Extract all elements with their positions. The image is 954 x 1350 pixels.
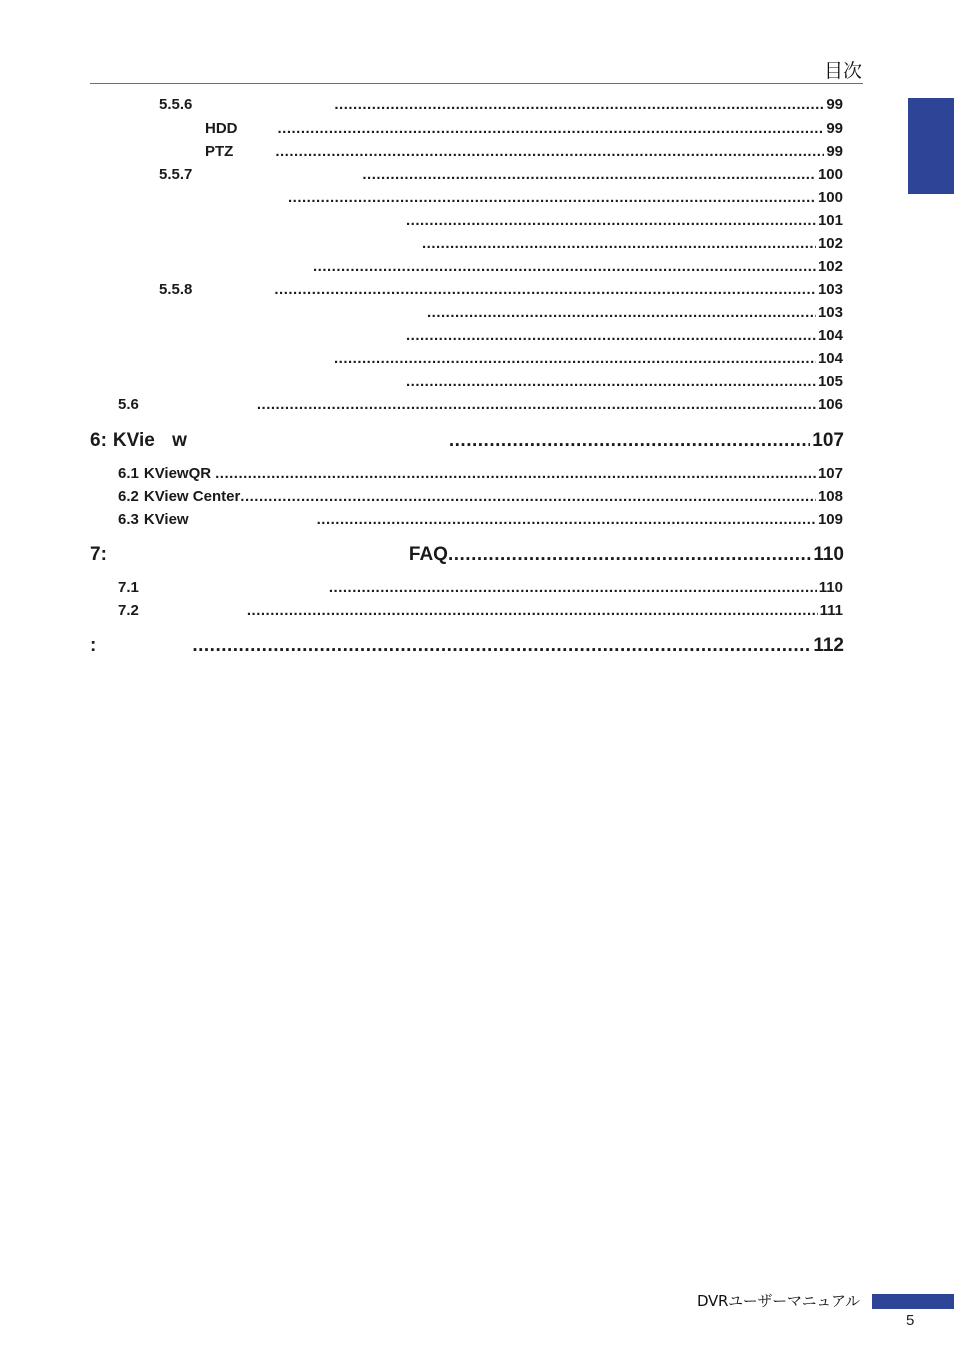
page-number: 5 bbox=[906, 1312, 915, 1329]
toc-entry-label: KView Center bbox=[143, 488, 241, 505]
toc-entry-number: 6.3 bbox=[118, 511, 139, 528]
toc-entry-6-3[interactable] bbox=[118, 511, 843, 528]
toc-chapter-6[interactable] bbox=[90, 430, 844, 452]
toc-entry-sub[interactable] bbox=[420, 235, 843, 252]
toc-entry-page: 99 bbox=[826, 96, 843, 113]
dot-leader bbox=[192, 635, 811, 657]
toc-entry-6-2[interactable] bbox=[118, 488, 843, 505]
toc-entry-page: 103 bbox=[817, 304, 843, 321]
toc-entry-label: KViewQR bbox=[143, 465, 212, 482]
toc-entry-page: 100 bbox=[817, 189, 843, 206]
toc-entry-sub[interactable] bbox=[404, 327, 843, 344]
toc-entry-page: 99 bbox=[826, 143, 843, 160]
dot-leader bbox=[215, 465, 816, 482]
footer-manual-title: DVRユーザーマニュアル bbox=[697, 1292, 860, 1310]
dot-leader bbox=[422, 235, 816, 252]
toc-entry-ptz[interactable] bbox=[205, 143, 843, 160]
toc-entry-number: 5.5.7 bbox=[159, 166, 193, 183]
dot-leader bbox=[240, 488, 816, 505]
toc-entry-page: 108 bbox=[817, 488, 843, 505]
dot-leader bbox=[406, 212, 816, 229]
toc-entry-sub[interactable] bbox=[404, 212, 843, 229]
toc-entry-label: PTZ bbox=[205, 143, 234, 160]
toc-entry-hdd[interactable] bbox=[205, 120, 843, 137]
toc-entry-page: 110 bbox=[813, 544, 844, 565]
header-divider bbox=[90, 83, 863, 84]
toc-entry-sub[interactable] bbox=[404, 373, 843, 390]
toc-entry-page: 105 bbox=[817, 373, 843, 390]
toc-entry-number: 5.5.8 bbox=[159, 281, 193, 298]
toc-entry-5-5-6[interactable] bbox=[159, 96, 843, 113]
toc-entry-number: 6: bbox=[90, 430, 107, 451]
toc-entry-sub[interactable] bbox=[425, 304, 843, 321]
page-header-title: 目次 bbox=[823, 60, 862, 82]
dot-leader bbox=[313, 258, 816, 275]
dot-leader bbox=[406, 373, 816, 390]
toc-entry-page: 99 bbox=[826, 120, 843, 137]
dot-leader bbox=[362, 166, 816, 183]
dot-leader bbox=[274, 281, 816, 298]
dot-leader bbox=[278, 120, 825, 137]
toc-entry-page: 103 bbox=[817, 281, 843, 298]
toc-entry-label: KVie w bbox=[112, 430, 187, 451]
toc-entry-7-2[interactable] bbox=[118, 602, 843, 619]
toc-entry-page: 111 bbox=[819, 602, 843, 619]
dot-leader bbox=[334, 350, 816, 367]
toc-appendix[interactable] bbox=[90, 635, 844, 657]
toc-entry-5-5-8[interactable] bbox=[159, 281, 843, 298]
toc-entry-number: 5.5.6 bbox=[159, 96, 193, 113]
toc-entry-number: 7.1 bbox=[118, 579, 139, 596]
dot-leader bbox=[329, 579, 817, 596]
toc-chapter-7[interactable] bbox=[90, 544, 844, 566]
toc-entry-page: 109 bbox=[817, 511, 843, 528]
chapter-side-tab bbox=[908, 98, 954, 194]
toc-entry-page: 104 bbox=[817, 350, 843, 367]
toc-entry-7-1[interactable] bbox=[118, 579, 843, 596]
toc-entry-page: 106 bbox=[817, 396, 843, 413]
dot-leader bbox=[427, 304, 816, 321]
footer-accent-bar bbox=[872, 1294, 954, 1309]
toc-entry-sub[interactable] bbox=[286, 189, 843, 206]
dot-leader bbox=[257, 396, 816, 413]
toc-entry-page: 107 bbox=[812, 430, 844, 451]
toc-entry-page: 112 bbox=[813, 635, 844, 656]
toc-entry-page: 102 bbox=[817, 258, 843, 275]
toc-entry-number: 6.2 bbox=[118, 488, 139, 505]
toc-entry-5-5-7[interactable] bbox=[159, 166, 843, 183]
toc-entry-label: HDD bbox=[205, 120, 238, 137]
dot-leader bbox=[406, 327, 816, 344]
toc-entry-page: 110 bbox=[818, 579, 843, 596]
dot-leader bbox=[247, 602, 818, 619]
dot-leader bbox=[317, 511, 816, 528]
toc-entry-number: 7.2 bbox=[118, 602, 139, 619]
toc-entry-page: 100 bbox=[817, 166, 843, 183]
toc-entry-page: 107 bbox=[817, 465, 843, 482]
dot-leader bbox=[449, 430, 810, 452]
dot-leader bbox=[448, 544, 811, 566]
dot-leader bbox=[275, 143, 824, 160]
toc-entry-number: : bbox=[90, 635, 97, 656]
toc-entry-page: 101 bbox=[817, 212, 843, 229]
toc-entry-number: 7: bbox=[90, 544, 107, 565]
toc-entry-number: 6.1 bbox=[118, 465, 139, 482]
toc-entry-number: 5.6 bbox=[118, 396, 139, 413]
toc-entry-page: 102 bbox=[817, 235, 843, 252]
toc-entry-5-6[interactable] bbox=[118, 396, 843, 413]
dot-leader bbox=[288, 189, 816, 206]
toc-entry-sub[interactable] bbox=[311, 258, 843, 275]
toc-entry-sub[interactable] bbox=[332, 350, 843, 367]
toc-entry-6-1[interactable] bbox=[118, 465, 843, 482]
toc-entry-page: 104 bbox=[817, 327, 843, 344]
dot-leader bbox=[334, 96, 824, 113]
toc-entry-label: KView bbox=[143, 511, 189, 528]
toc-entry-label: FAQ bbox=[408, 544, 448, 565]
